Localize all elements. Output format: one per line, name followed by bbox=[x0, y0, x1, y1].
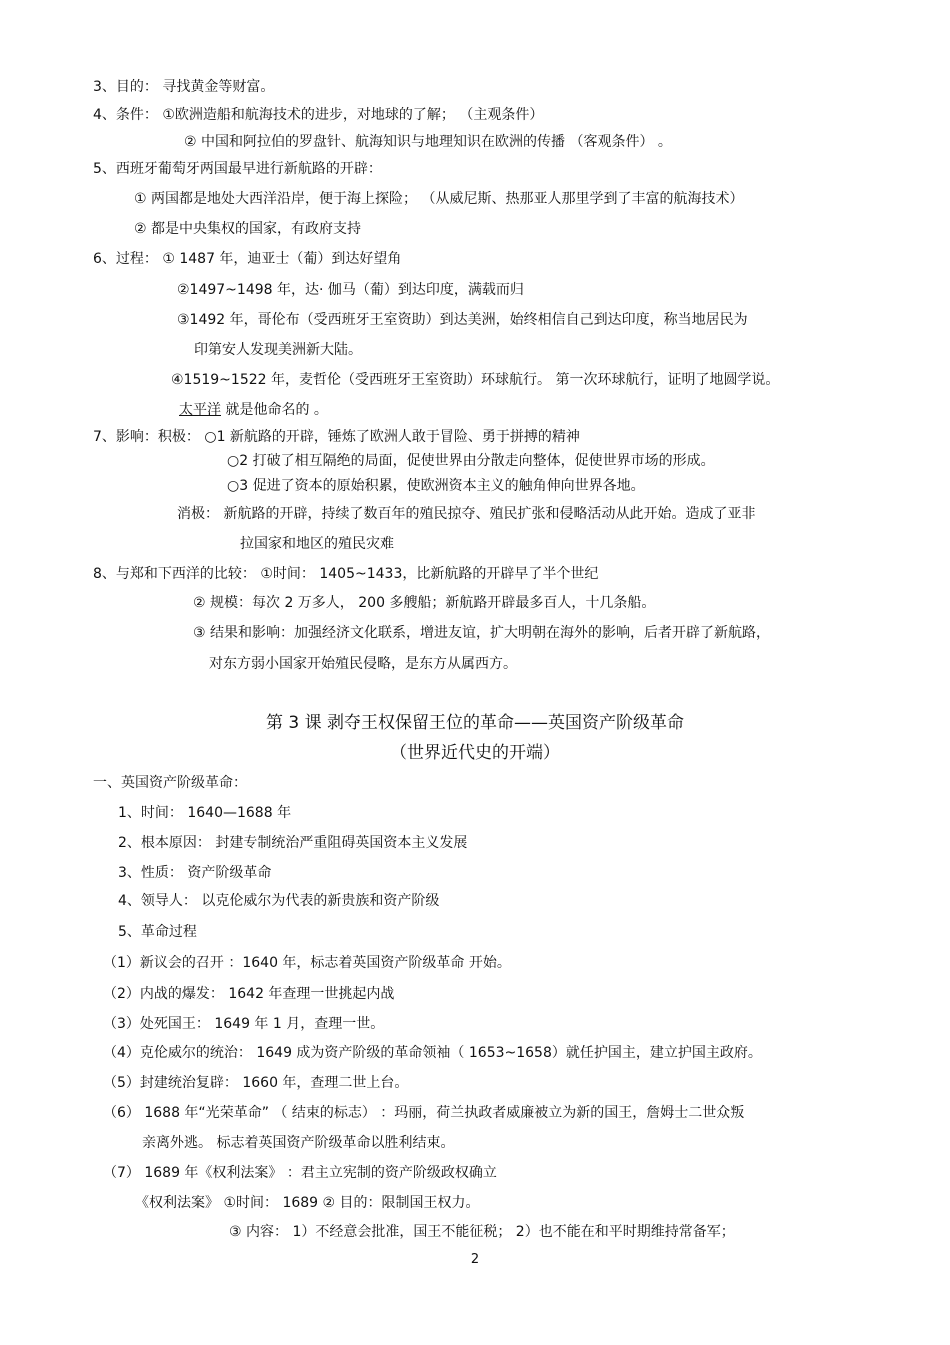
text-line-conditions: 4、条件： ①欧洲造船和航海技术的进步，对地球的了解； （主观条件） bbox=[93, 107, 544, 123]
text-line-reason-1: ① 两国都是地处大西洋沿岸，便于海上探险； （从威尼斯、热那亚人那里学到了丰富的航海技术） bbox=[134, 191, 744, 207]
pacific-underlined: 太平洋 bbox=[179, 402, 221, 418]
text-line-zhenghe-result: ③ 结果和影响：加强经济文化联系，增进友谊，扩大明朝在海外的影响，后者开辟了新航路， bbox=[193, 625, 770, 641]
text-line-process-gama: ②1497~1498 年，达· 伽马（葡）到达印度，满载而归 bbox=[177, 282, 524, 298]
text-line-purpose: 3、目的： 寻找黄金等财富。 bbox=[93, 79, 275, 95]
text-line-leader: 4、领导人： 以克伦威尔为代表的新贵族和资产阶级 bbox=[118, 893, 440, 909]
text-line-root-cause: 2、根本原因： 封建专制统治严重阻碍英国资本主义发展 bbox=[118, 835, 468, 851]
text-line-process-columbus: ③1492 年，哥伦布（受西班牙王室资助）到达美洲，始终相信自己到达印度，称当地居民为 bbox=[177, 312, 748, 328]
text-line-step-4: （4）克伦威尔的统治： 1649 成为资产阶级的革命领袖（ 1653~1658）就任护国主，建立护国主政府。 bbox=[103, 1045, 762, 1061]
text-line-step-6: （6） 1688 年“光荣革命” （ 结束的标志） ：玛丽，荷兰执政者威廉被立为新的国王，詹姆士二世众叛 bbox=[103, 1105, 745, 1121]
text-line-pacific bbox=[179, 401, 328, 419]
text-line-time: 1、时间： 1640—1688 年 bbox=[118, 805, 292, 821]
text-line-conditions-objective: ② 中国和阿拉伯的罗盘针、航海知识与地理知识在欧洲的传播 （客观条件） 。 bbox=[184, 134, 672, 150]
text-line-step-5: （5）封建统治复辟： 1660 年，查理二世上台。 bbox=[103, 1075, 409, 1091]
text-line-step-1: （1）新议会的召开 ：1640 年，标志着英国资产阶级革命 开始。 bbox=[103, 955, 511, 971]
text-line-process-heading: 5、革命过程 bbox=[118, 924, 197, 940]
text-line-bill-of-rights: 《权利法案》 ①时间： 1689 ② 目的：限制国王权力。 bbox=[135, 1195, 480, 1211]
text-line-impact-2: ○2 打破了相互隔绝的局面，促使世界由分散走向整体，促使世界市场的形成。 bbox=[227, 453, 715, 469]
text-line-bill-content: ③ 内容： 1）不经意会批准，国王不能征税； 2）也不能在和平时期维持常备军； bbox=[229, 1224, 735, 1240]
text-line-process: 6、过程： ① 1487 年，迪亚士（葡）到达好望角 bbox=[93, 251, 402, 267]
pacific-rest: 就是他命名的 。 bbox=[221, 402, 328, 418]
text-line-heading: 一、英国资产阶级革命： bbox=[93, 775, 247, 791]
text-line-negative-cont: 拉国家和地区的殖民灾难 bbox=[240, 536, 394, 552]
text-line-spain-portugal: 5、西班牙葡萄牙两国最早进行新航路的开辟： bbox=[93, 161, 382, 177]
text-line-zhenghe-scale: ② 规模：每次 2 万多人， 200 多艘船；新航路开辟最多百人，十几条船。 bbox=[193, 595, 656, 611]
text-line-process-magellan: ④1519~1522 年，麦哲伦（受西班牙王室资助）环球航行。 第一次环球航行，证明了地圆学说。 bbox=[171, 372, 780, 388]
text-line-negative: 消极： 新航路的开辟，持续了数百年的殖民掠夺、殖民扩张和侵略活动从此开始。造成了亚非 bbox=[177, 506, 756, 522]
text-line-impact: 7、影响：积极： ○1 新航路的开辟，锤炼了欧洲人敢于冒险、勇于拼搏的精神 bbox=[93, 429, 580, 445]
text-line-step-6-cont: 亲离外逃。 标志着英国资产阶级革命以胜利结束。 bbox=[142, 1135, 455, 1151]
lesson-subtitle: （世界近代史的开端） bbox=[390, 743, 560, 763]
text-line-step-2: （2）内战的爆发： 1642 年查理一世挑起内战 bbox=[103, 986, 395, 1002]
text-line-step-3: （3）处死国王： 1649 年 1 月，查理一世。 bbox=[103, 1016, 385, 1032]
text-line-step-7: （7） 1689 年《权利法案》 ：君主立宪制的资产阶级政权确立 bbox=[103, 1165, 497, 1181]
page-number: 2 bbox=[470, 1252, 480, 1267]
text-line-zhenghe: 8、与郑和下西洋的比较： ①时间： 1405~1433，比新航路的开辟早了半个世纪 bbox=[93, 566, 599, 582]
text-line-reason-2: ② 都是中央集权的国家，有政府支持 bbox=[134, 221, 362, 237]
text-line-impact-3: ○3 促进了资本的原始积累，使欧洲资本主义的触角伸向世界各地。 bbox=[227, 478, 645, 494]
text-line-zhenghe-result-cont: 对东方弱小国家开始殖民侵略，是东方从属西方。 bbox=[209, 656, 517, 672]
text-line-nature: 3、性质： 资产阶级革命 bbox=[118, 865, 272, 881]
lesson-title: 第 3 课 剥夺王权保留王位的革命——英国资产阶级革命 bbox=[265, 713, 685, 733]
text-line-process-columbus-cont: 印第安人发现美洲新大陆。 bbox=[194, 342, 362, 358]
